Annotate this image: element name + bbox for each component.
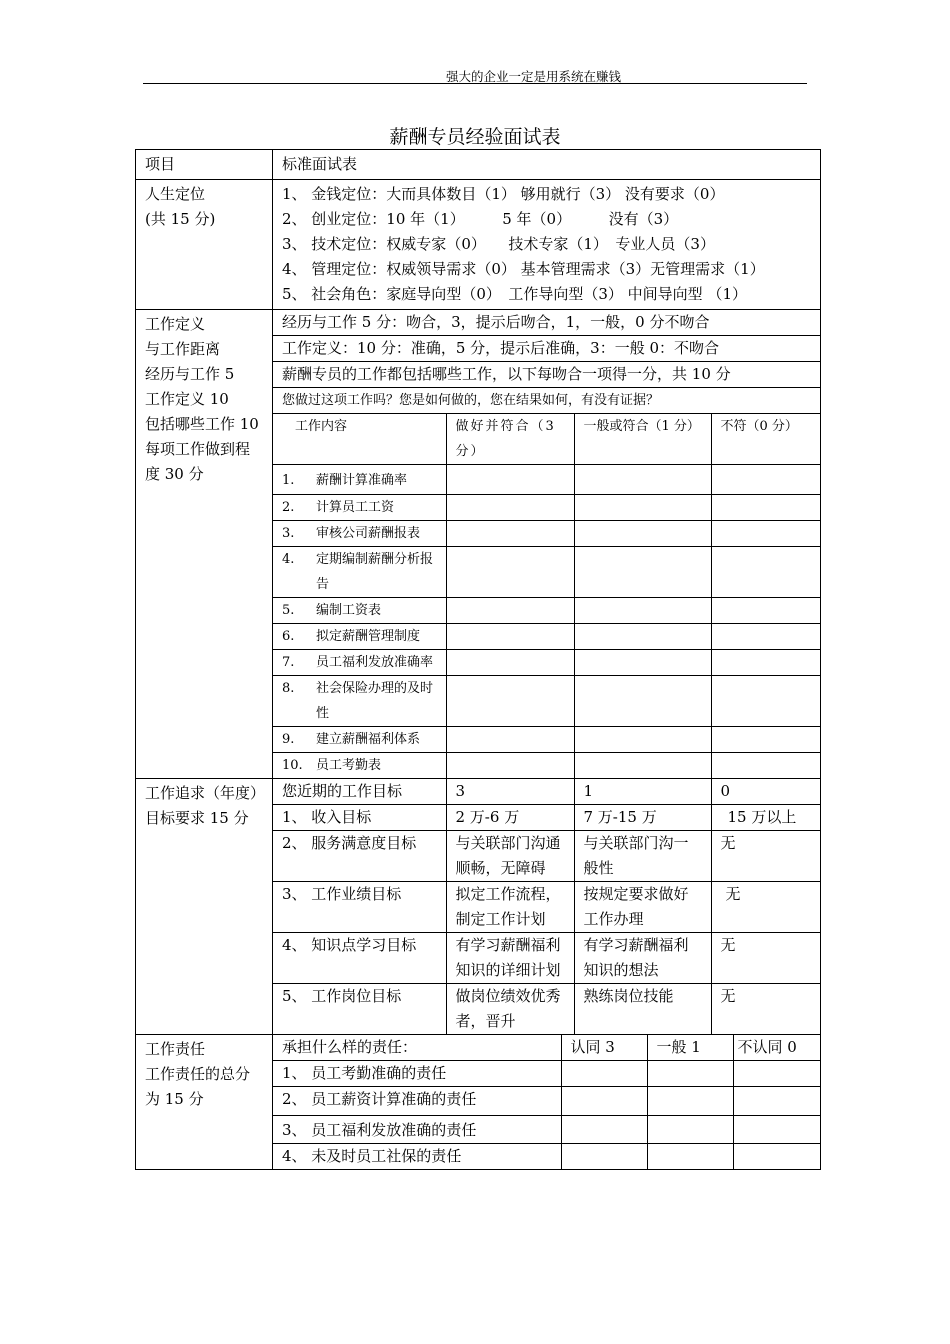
goal-level-0: 无 — [711, 933, 821, 984]
page-title: 薪酬专员经验面试表 — [389, 126, 561, 148]
score-average-cell — [574, 624, 711, 650]
goal-header-score: 0 — [711, 779, 821, 805]
work-item-row — [273, 624, 821, 650]
goal-level-1: 有学习薪酬福利知识的想法 — [574, 933, 711, 984]
responsibility-row — [273, 1087, 821, 1116]
head-standard: 标准面试表 — [273, 150, 821, 180]
goal-row — [273, 831, 821, 882]
item-text: 计算员工工资 — [316, 500, 395, 515]
responsibility-text: 1、 员工考勤准确的责任 — [273, 1061, 561, 1087]
goal-row — [273, 882, 821, 933]
score-average-cell — [574, 521, 711, 547]
criteria-line: 2、 创业定位：10 年（1） 5 年（0） 没有（3） — [282, 210, 679, 228]
section-work-pursuit — [136, 779, 821, 1035]
goal-name: 3、 工作业绩目标 — [273, 882, 446, 933]
rating-cell — [561, 1061, 647, 1087]
score-good-cell — [446, 547, 574, 598]
work-item-row — [273, 676, 821, 727]
responsibility-row — [273, 1144, 821, 1170]
item-num: 6. — [282, 629, 295, 644]
responsibility-text: 3、 员工福利发放准确的责任 — [273, 1116, 561, 1144]
rating-cell — [561, 1087, 647, 1116]
goal-level-3: 与关联部门沟通顺畅，无障碍 — [446, 831, 574, 882]
rating-cell — [647, 1061, 733, 1087]
section-label-line: 工作定义 10 — [145, 390, 229, 408]
header-slogan: 强大的企业一定是用系统在赚钱 — [446, 69, 622, 84]
rating-cell — [647, 1087, 733, 1116]
work-item-row — [273, 547, 821, 598]
score-average-cell — [574, 465, 711, 495]
responsibility-header: 承担什么样的责任： — [273, 1035, 561, 1061]
score-good-cell — [446, 624, 574, 650]
section-label-line: 包括哪些工作 10 — [145, 415, 259, 433]
score-none-cell — [711, 465, 821, 495]
item-num: 10. — [282, 758, 303, 773]
goal-header: 您近期的工作目标 — [273, 779, 446, 805]
score-none-cell — [711, 753, 821, 779]
score-good-cell — [446, 598, 574, 624]
score-good-cell — [446, 495, 574, 521]
rating-header-neutral: 一般 1 — [647, 1035, 733, 1061]
score-none-cell — [711, 727, 821, 753]
rating-cell — [733, 1061, 821, 1087]
goal-level-0: 无 — [711, 831, 821, 882]
item-text: 定期编制薪酬分析报告 — [316, 552, 434, 592]
item-num: 5. — [282, 603, 295, 618]
goal-level-0: 无 — [711, 882, 821, 933]
col-header-good: 做好并符合（3分） — [446, 414, 574, 465]
rating-cell — [561, 1116, 647, 1144]
score-good-cell — [446, 650, 574, 676]
section-score: (共 15 分) — [145, 210, 216, 228]
rule-experience: 经历与工作 5 分：吻合，3，提示后吻合，1，一般，0 分不吻合 — [273, 310, 821, 336]
work-item-row — [273, 753, 821, 779]
rule-work-items: 薪酬专员的工作都包括哪些工作，以下每吻合一项得一分，共 10 分 — [273, 362, 821, 388]
item-text: 拟定薪酬管理制度 — [316, 629, 421, 644]
goal-row — [273, 933, 821, 984]
score-none-cell — [711, 598, 821, 624]
section-score: 工作责任的总分为 15 分 — [145, 1065, 251, 1108]
item-num: 7. — [282, 655, 295, 670]
interview-table — [135, 149, 821, 1170]
goal-header-score: 1 — [574, 779, 711, 805]
goal-level-0: 无 — [720, 987, 736, 1005]
rating-cell — [647, 1116, 733, 1144]
item-text: 员工考勤表 — [316, 758, 382, 773]
section-life-positioning — [136, 180, 821, 310]
item-num: 4. — [282, 552, 295, 567]
item-text: 编制工资表 — [316, 603, 382, 618]
item-num: 2. — [282, 500, 295, 515]
rating-cell — [733, 1116, 821, 1144]
section-label-line: 与工作距离 — [145, 340, 221, 358]
score-none-cell — [711, 676, 821, 727]
section-work-definition — [136, 310, 821, 779]
goal-name: 1、 收入目标 — [273, 805, 446, 831]
col-header-average: 一般或符合（1 分） — [574, 414, 711, 465]
responsibility-row — [273, 1061, 821, 1087]
score-average-cell — [574, 598, 711, 624]
score-good-cell — [446, 465, 574, 495]
section-label-line: 度 30 分 — [145, 465, 204, 483]
section-label: 工作责任 — [145, 1040, 206, 1058]
work-item-row — [273, 650, 821, 676]
score-average-cell — [574, 547, 711, 598]
rating-cell — [561, 1144, 647, 1170]
goal-level-1: 与关联部门沟一般性 — [574, 831, 711, 882]
goal-header-score: 3 — [446, 779, 574, 805]
work-item-row — [273, 727, 821, 753]
score-good-cell — [446, 727, 574, 753]
section-label: 人生定位 — [145, 185, 206, 203]
responsibility-text: 4、 未及时员工社保的责任 — [273, 1144, 561, 1170]
item-num: 3. — [282, 526, 295, 541]
score-none-cell — [711, 521, 821, 547]
responsibility-text: 2、 员工薪资计算准确的责任 — [273, 1087, 561, 1116]
criteria-line: 1、 金钱定位：大而具体数目（1） 够用就行（3） 没有要求（0） — [282, 185, 725, 203]
responsibility-row — [273, 1116, 821, 1144]
rule-definition: 工作定义：10 分：准确，5 分，提示后准确，3：一般 0：不吻合 — [273, 336, 821, 362]
work-item-row — [273, 598, 821, 624]
score-none-cell — [711, 624, 821, 650]
question-text: 您做过这项工作吗？您是如何做的，您在结果如何，有没有证据？ — [273, 388, 821, 414]
item-num: 9. — [282, 732, 295, 747]
item-text: 建立薪酬福利体系 — [316, 732, 421, 747]
goal-name: 4、 知识点学习目标 — [273, 933, 446, 984]
score-average-cell — [574, 676, 711, 727]
score-good-cell — [446, 676, 574, 727]
rating-header-disagree: 不认同 0 — [733, 1035, 821, 1061]
score-good-cell — [446, 521, 574, 547]
rating-cell — [733, 1144, 821, 1170]
score-average-cell — [574, 650, 711, 676]
goal-level-3: 2 万-6 万 — [446, 805, 574, 831]
goal-name: 2、 服务满意度目标 — [273, 831, 446, 882]
criteria-line: 3、 技术定位：权威专家（0） 技术专家（1） 专业人员（3） — [282, 235, 715, 253]
head-item: 项目 — [136, 150, 273, 180]
item-text: 薪酬计算准确率 — [316, 473, 408, 488]
goal-name: 5、 工作岗位目标 — [273, 984, 446, 1035]
item-text: 审核公司薪酬报表 — [316, 526, 421, 541]
goal-row — [273, 984, 821, 1035]
item-text: 员工福利发放准确率 — [316, 655, 434, 670]
work-item-row — [273, 465, 821, 495]
work-item-row — [273, 521, 821, 547]
item-text: 社会保险办理的及时性 — [316, 681, 434, 721]
goal-level-1: 按规定要求做好工作办理 — [574, 882, 711, 933]
header-rule — [143, 83, 807, 84]
score-none-cell — [711, 495, 821, 521]
rating-header-agree: 认同 3 — [561, 1035, 647, 1061]
work-item-row — [273, 495, 821, 521]
score-good-cell — [446, 753, 574, 779]
section-work-responsibility — [136, 1035, 821, 1170]
rating-cell — [733, 1087, 821, 1116]
score-none-cell — [711, 650, 821, 676]
item-num: 8. — [282, 681, 295, 696]
goal-level-3: 拟定工作流程，制定工作计划 — [446, 882, 574, 933]
goal-row — [273, 805, 821, 831]
col-header-content: 工作内容 — [273, 414, 446, 465]
section-label: 工作追求（年度） — [145, 784, 266, 802]
col-header-none: 不符（0 分） — [711, 414, 821, 465]
goal-level-1: 熟练岗位技能 — [574, 984, 711, 1035]
criteria-line: 4、 管理定位：权威领导需求（0） 基本管理需求（3）无管理需求（1） — [282, 260, 765, 278]
score-average-cell — [574, 495, 711, 521]
goal-level-3: 有学习薪酬福利知识的详细计划 — [446, 933, 574, 984]
goal-level-3: 做岗位绩效优秀者，晋升 — [446, 984, 574, 1035]
score-average-cell — [574, 753, 711, 779]
score-none-cell — [711, 547, 821, 598]
criteria-line: 5、 社会角色：家庭导向型（0） 工作导向型（3） 中间导向型 （1） — [282, 285, 747, 303]
section-score: 目标要求 15 分 — [145, 809, 249, 827]
rating-cell — [647, 1144, 733, 1170]
section-label-line: 工作定义 — [145, 315, 206, 333]
section-label-line: 每项工作做到程 — [145, 440, 251, 458]
goal-level-1: 7 万-15 万 — [574, 805, 711, 831]
score-average-cell — [574, 727, 711, 753]
item-num: 1. — [282, 473, 295, 488]
section-label-line: 经历与工作 5 — [145, 365, 235, 383]
goal-level-0: 15 万以上 — [711, 805, 821, 831]
